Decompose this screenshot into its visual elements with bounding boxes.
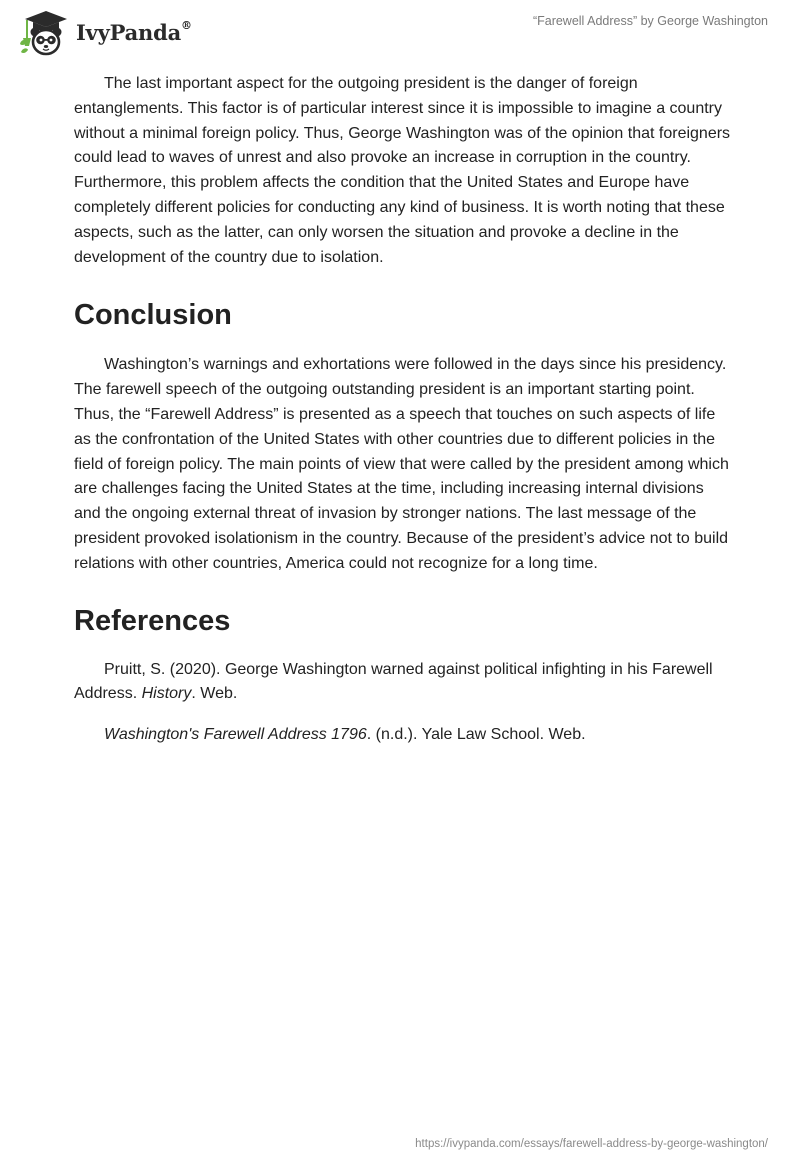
body-paragraph: The last important aspect for the outgoing president is the danger of foreign entanglements. This factor is of particular interest since it is impossible to imagine a country without a minimal foreign policy. Thus, George Washington was of the opinion that foreigners could lead to waves of unrest and also provoke an increase in corruption in the country. Furthermore, this problem affects the condition that the United States and Europe have completely different policies for conducting any kind of business. It is worth noting that these aspects, such as the latter, can only worsen the situation and provoke a decline in the development of the country due to isolation.	[74, 75, 731, 266]
reference-entry: Pruitt, S. (2020). George Washington warned against political infighting in his Farewell Address. History. Web.	[74, 660, 713, 703]
page-header	[0, 0, 800, 60]
references-heading: References	[74, 604, 231, 637]
panda-graduate-icon	[15, 8, 75, 58]
essay-content	[74, 72, 734, 764]
conclusion-heading: Conclusion	[74, 299, 232, 332]
document-title: “Farewell Address” by George Washington	[532, 14, 768, 28]
conclusion-paragraph: Washington’s warnings and exhortations were followed in the days since his presidency. The farewell speech of the outgoing outstanding president is an important starting point. Thus, the “Farewell Address” is presented as a speech that touches on such aspects of life as the confrontation of the United States with other countries due to different policies in the field of foreign policy. The main points of view that were called by the president among which are challenges facing the United States at the time, including increasing internal divisions and the ongoing external threat of invasion by stronger nations. The last message of the president provoked isolationism in the country. Because of the president’s advice not to build relations with other countries, America could not recognize for a long time.	[74, 356, 729, 572]
source-url[interactable]: https://ivypanda.com/essays/farewell-address-by-george-washington/	[415, 1138, 768, 1150]
brand-wordmark: IvyPanda®	[76, 18, 192, 45]
reference-entry: Washington's Farewell Address 1796. (n.d.). Yale Law School. Web.	[104, 726, 586, 744]
ivypanda-logo[interactable]	[15, 8, 192, 58]
